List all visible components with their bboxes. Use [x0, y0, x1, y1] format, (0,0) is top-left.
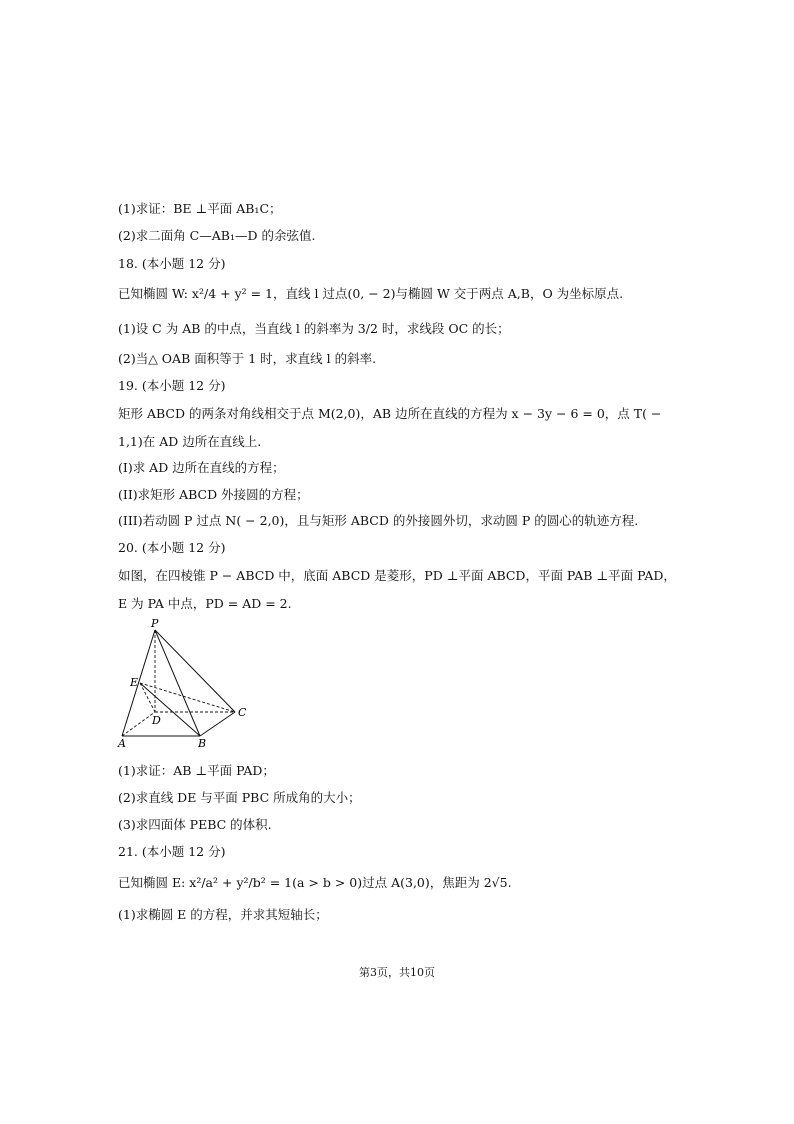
q18-part1: (1)设 C 为 AB 的中点，当直线 l 的斜率为 3/2 时，求线段 OC 的长；	[118, 321, 510, 336]
q20-stem: 如图，在四棱锥 P − ABCD 中，底面 ABCD 是菱形，PD ⊥平面 ABCD，平面 PAB ⊥平面 PAD，E 为 PA 中点，PD = AD = 2.	[118, 568, 676, 611]
q18-part2: (2)当△ OAB 面积等于 1 时，求直线 l 的斜率.	[118, 351, 377, 366]
q19-part1: (I)求 AD 边所在直线的方程；	[118, 460, 285, 475]
q20-part2: (2)求直线 DE 与平面 PBC 所成角的大小；	[118, 790, 361, 805]
q21-stem: 已知椭圆 E: x²/a² + y²/b² = 1(a > b > 0)过点 A(3,0)，焦距为 2√5.	[118, 875, 512, 890]
q19-header: 19. (本小题 12 分)	[118, 378, 226, 393]
label-E: E	[130, 676, 139, 689]
label-P: P	[151, 617, 159, 630]
q19-part2: (II)求矩形 ABCD 外接圆的方程；	[118, 487, 309, 502]
q21-header: 21. (本小题 12 分)	[118, 844, 226, 859]
label-D: D	[152, 714, 161, 727]
page-footer: 第3页，共10页	[359, 966, 435, 979]
q20-part3: (3)求四面体 PEBC 的体积.	[118, 817, 272, 832]
q20-header: 20. (本小题 12 分)	[118, 540, 226, 555]
q17-part1: (1)求证：BE ⊥平面 AB₁C；	[118, 201, 282, 216]
q17-part2: (2)求二面角 C—AB₁—D 的余弦值.	[118, 228, 316, 243]
label-B: B	[198, 737, 207, 750]
label-A: A	[118, 737, 126, 750]
q19-stem: 矩形 ABCD 的两条对角线相交于点 M(2,0)，AB 边所在直线的方程为 x − 3y − 6 = 0，点 T( − 1,1)在 AD 边所在直线上.	[118, 406, 662, 449]
q19-part3: (III)若动圆 P 过点 N( − 2,0)，且与矩形 ABCD 的外接圆外切，求动圆 P 的圆心的轨迹方程.	[118, 513, 639, 528]
q21-part1: (1)求椭圆 E 的方程，并求其短轴长；	[118, 907, 328, 922]
q18-header: 18. (本小题 12 分)	[118, 256, 226, 271]
q18-stem: 已知椭圆 W: x²/4 + y² = 1，直线 l 过点(0, − 2)与椭圆 W 交于两点 A,B，O 为坐标原点.	[118, 286, 624, 301]
label-C: C	[238, 706, 247, 719]
pyramid-figure	[112, 616, 262, 750]
q20-part1: (1)求证：AB ⊥平面 PAD；	[118, 763, 275, 778]
